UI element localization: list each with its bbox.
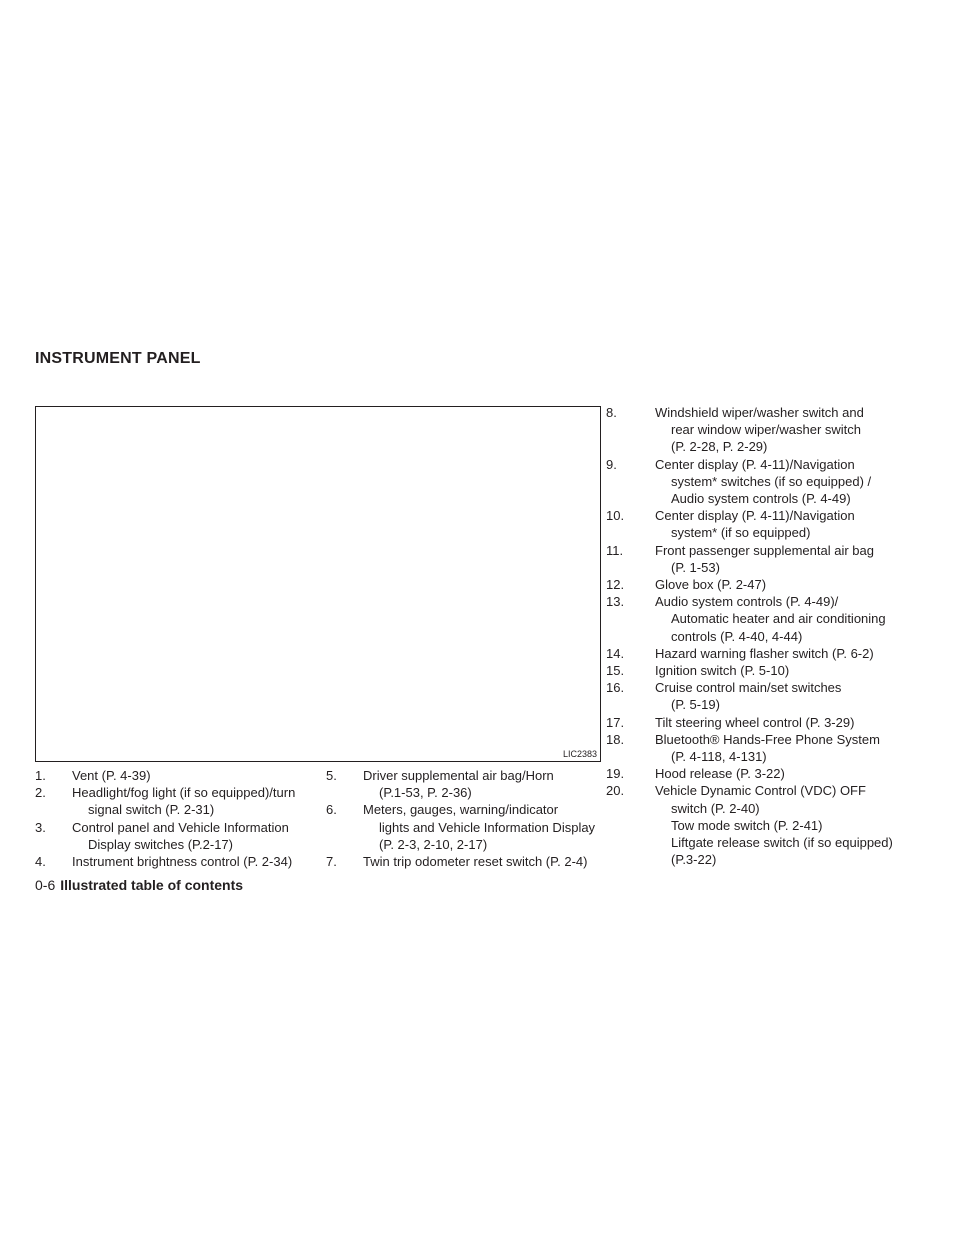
legend-item-number: 2.: [35, 785, 46, 801]
legend-item-number: 11.: [606, 542, 624, 558]
legend-item-number: 8.: [606, 405, 617, 420]
legend-item-text: rear window wiper/washer switch: [671, 422, 862, 438]
legend-item-text: Instrument brightness control (P. 2-34): [72, 854, 293, 870]
legend-column-3: [606, 404, 936, 868]
legend-item: [35, 819, 325, 853]
legend-item: [326, 801, 601, 853]
legend-item-text: (P. 1-53): [671, 559, 720, 575]
legend-item: [606, 765, 936, 782]
legend-item-text: Center display (P. 4-11)/Navigation: [655, 508, 855, 524]
legend-item-text: (P. 2-3, 2-10, 2-17): [379, 836, 488, 852]
legend-item-text: lights and Vehicle Information Display: [379, 819, 596, 835]
legend-item-text: system* (if so equipped): [671, 525, 811, 541]
legend-item-text: Vehicle Dynamic Control (VDC) OFF: [655, 783, 866, 799]
legend-item-number: 6.: [326, 802, 337, 818]
legend-item-number: 1.: [35, 768, 46, 783]
legend-item: [606, 456, 936, 508]
legend-item-text: Liftgate release switch (if so equipped): [671, 835, 893, 851]
legend-item-text: Tilt steering wheel control (P. 3-29): [655, 714, 855, 730]
legend-item-number: 20.: [606, 783, 625, 799]
legend-item-text: Driver supplemental air bag/Horn: [363, 768, 554, 783]
legend-item-number: 5.: [326, 768, 337, 783]
legend-item-number: 13.: [606, 594, 625, 610]
page-section-name: Illustrated table of contents: [60, 877, 244, 893]
legend-item: [606, 662, 936, 679]
legend-item-text: Front passenger supplemental air bag: [655, 542, 874, 558]
legend-item-text: Cruise control main/set switches: [655, 680, 842, 696]
legend-item: [606, 731, 936, 765]
legend-item: [326, 853, 601, 870]
legend-item-text: signal switch (P. 2-31): [88, 802, 215, 818]
legend-item-text: (P. 2-28, P. 2-29): [671, 439, 768, 455]
instrument-panel-figure: [35, 406, 601, 762]
legend-item-text: Hazard warning flasher switch (P. 6-2): [655, 645, 874, 661]
legend-item-number: 4.: [35, 854, 46, 870]
legend-item-number: 16.: [606, 680, 625, 696]
legend-item: [606, 645, 936, 662]
legend-item-number: 18.: [606, 731, 625, 747]
legend-item-text: Headlight/fog light (if so equipped)/turn: [72, 785, 296, 801]
legend-item-text: system* switches (if so equipped) /: [671, 473, 872, 489]
legend-item-text: switch (P. 2-40): [671, 800, 760, 816]
legend-item-text: (P.1-53, P. 2-36): [379, 785, 472, 801]
legend-item-number: 19.: [606, 766, 625, 782]
section-title: INSTRUMENT PANEL: [35, 350, 201, 367]
legend-item: [606, 542, 936, 576]
legend-item-text: Windshield wiper/washer switch and: [655, 405, 864, 420]
legend-item-text: (P.3-22): [671, 852, 717, 868]
legend-item-number: 15.: [606, 663, 625, 679]
legend-item-text: Twin trip odometer reset switch (P. 2-4): [363, 854, 588, 870]
legend-column-2: [326, 767, 601, 870]
page-number: 0-6: [35, 877, 56, 893]
legend-item: [35, 767, 325, 784]
legend-item: [35, 853, 325, 870]
legend-item-text: Control panel and Vehicle Information: [72, 819, 289, 835]
legend-item-text: Tow mode switch (P. 2-41): [671, 817, 823, 833]
legend-item: [35, 784, 325, 818]
figure-code: LIC2383: [562, 749, 597, 759]
legend-item-number: 10.: [606, 508, 625, 524]
legend-item-text: Glove box (P. 2-47): [655, 577, 767, 593]
legend-item: [606, 593, 936, 645]
legend-item: [606, 507, 936, 541]
legend-item: [606, 576, 936, 593]
legend-item-number: 14.: [606, 645, 625, 661]
legend-item-number: 17.: [606, 714, 625, 730]
legend-item-text: Vent (P. 4-39): [72, 768, 151, 783]
legend-item-number: 3.: [35, 819, 46, 835]
legend-item-text: Meters, gauges, warning/indicator: [363, 802, 559, 818]
legend-item-text: Automatic heater and air conditioning: [671, 611, 886, 627]
legend-item: [606, 404, 936, 456]
legend-item: [606, 714, 936, 731]
legend-item: [606, 679, 936, 713]
legend-item: [326, 767, 601, 801]
legend-item-text: (P. 5-19): [671, 697, 720, 713]
legend-item-text: (P. 4-118, 4-131): [671, 749, 767, 765]
legend-item-text: Bluetooth® Hands-Free Phone System: [655, 731, 880, 747]
legend-item-number: 12.: [606, 577, 625, 593]
legend-item-number: 7.: [326, 854, 337, 870]
legend-item-number: 9.: [606, 456, 617, 472]
legend-item-text: Audio system controls (P. 4-49)/: [655, 594, 839, 610]
legend-item-text: controls (P. 4-40, 4-44): [671, 628, 803, 644]
legend-item-text: Display switches (P.2-17): [88, 836, 233, 852]
legend-item-text: Audio system controls (P. 4-49): [671, 491, 851, 507]
legend-column-1: [35, 767, 325, 870]
legend-item: [606, 782, 936, 868]
page-footer: [35, 877, 243, 893]
legend-item-text: Ignition switch (P. 5-10): [655, 663, 790, 679]
legend-item-text: Center display (P. 4-11)/Navigation: [655, 456, 855, 472]
legend-item-text: Hood release (P. 3-22): [655, 766, 785, 782]
